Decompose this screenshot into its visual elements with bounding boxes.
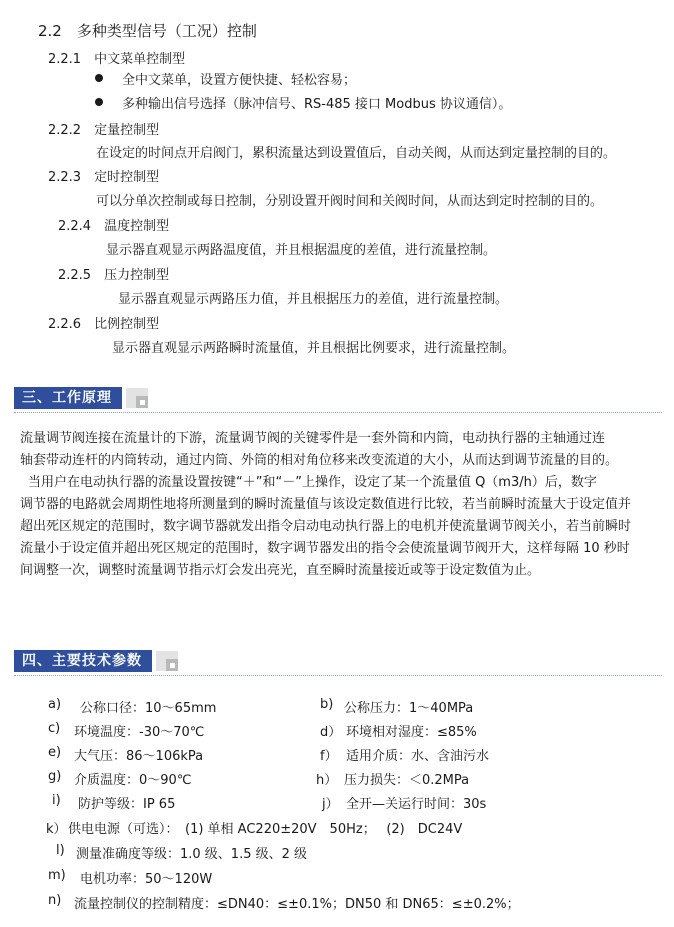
paragraph-line: 调节器的电路就会周期性地将所测量到的瞬时流量值与该设定数值进行比较，若当前瞬时流量大于设定值并 (20, 497, 632, 512)
param-control-precision: 流量控制仪的控制精度：≤DN40：≤±0.1%；DN50 和 DN65：≤±0.2%； (74, 897, 520, 912)
bullet-icon (95, 98, 103, 106)
corner-decoration-icon (156, 649, 182, 673)
param-tag: j） (322, 797, 339, 812)
section-2-2-4-heading: 2.2.4 温度控制型 (58, 219, 170, 234)
section-2-2-title: 2.2 多种类型信号（工况）控制 (38, 22, 257, 40)
param-nominal-pressure: 公称压力：1～40MPa (344, 701, 474, 716)
section-2-2-5-heading: 2.2.5 压力控制型 (58, 268, 170, 283)
section-divider (14, 412, 662, 414)
paragraph-line: 轴套带动连杆的内筒转动，通过内筒、外筒的相对角位移来改变流道的大小，从而达到调节流量的目的。 (20, 453, 619, 468)
section-2-2-3-heading: 2.2.3 定时控制型 (48, 170, 160, 185)
bullet-item: 多种输出信号选择（脉冲信号、RS-485 接口 Modbus 协议通信）。 (122, 97, 512, 112)
param-tag: h） (316, 773, 338, 788)
bullet-icon (95, 74, 103, 82)
corner-decoration-icon (126, 386, 152, 410)
param-tag: a) (48, 697, 62, 712)
param-medium: 适用介质：水、含油污水 (346, 749, 490, 764)
param-nominal-diameter: 公称口径：10～65mm (80, 701, 217, 716)
section-3-body (20, 428, 654, 582)
section-3-title: 三、工作原理 (14, 387, 122, 409)
section-2-2-1-heading: 2.2.1 中文菜单控制型 (48, 52, 186, 67)
section-2-2-5-text: 显示器直观显示两路压力值，并且根据压力的差值，进行流量控制。 (118, 292, 509, 307)
param-motor-power: 电机功率：50～120W (80, 872, 213, 887)
param-tag: e) (48, 745, 62, 760)
param-tag: f） (320, 749, 338, 764)
param-ambient-temperature: 环境温度：-30～70℃ (74, 725, 205, 740)
bullet-item: 全中文菜单，设置方便快捷、轻松容易； (122, 73, 357, 88)
param-accuracy-class: 测量准确度等级：1.0 级、1.5 级、2 级 (76, 847, 308, 862)
section-4-title: 四、主要技术参数 (14, 650, 152, 672)
section-2-2-4-text: 显示器直观显示两路温度值，并且根据温度的差值，进行流量控制。 (106, 243, 497, 258)
param-tag: d） (320, 725, 342, 740)
section-4-banner (14, 649, 182, 673)
paragraph-line: 超出死区规定的范围时，数字调节器就发出指令启动电动执行器上的电机并使流量调节阀关小，若当前瞬时 (20, 519, 632, 534)
param-power-supply: 供电电源（可选）： (1) 单相 AC220±20V 50Hz； (2) DC24V (68, 822, 463, 837)
section-2-2-6-heading: 2.2.6 比例控制型 (48, 317, 160, 332)
paragraph-line: 流量小于设定值并超出死区规定的范围时，数字调节器发出的指令会使流量调节阀开大，这样每隔 10 秒时 (20, 541, 630, 556)
param-tag: i) (52, 793, 61, 808)
paragraph-line: 流量调节阀连接在流量计的下游，流量调节阀的关键零件是一套外筒和内筒，电动执行器的主轴通过连 (20, 431, 606, 446)
param-protection-grade: 防护等级：IP 65 (78, 797, 176, 812)
section-3-banner (14, 386, 152, 410)
param-medium-temperature: 介质温度：0～90℃ (74, 773, 192, 788)
section-2-2-3-text: 可以分单次控制或每日控制，分别设置开阀时间和关阀时间，从而达到定时控制的目的。 (96, 194, 604, 209)
section-divider (14, 675, 662, 677)
param-atmospheric-pressure: 大气压：86～106kPa (74, 749, 204, 764)
section-2-2-2-heading: 2.2.2 定量控制型 (48, 123, 160, 138)
param-open-close-time: 全开—关运行时间：30s (346, 797, 487, 812)
param-tag: g) (48, 769, 62, 784)
param-tag: k） (46, 822, 67, 837)
param-relative-humidity: 环境相对湿度：≤85% (346, 725, 477, 740)
param-tag: b) (320, 697, 334, 712)
param-tag: m) (48, 868, 66, 883)
section-2-2-6-text: 显示器直观显示两路瞬时流量值，并且根据比例要求，进行流量控制。 (112, 341, 516, 356)
param-tag: c) (48, 721, 61, 736)
section-2-2-2-text: 在设定的时间点开启阀门，累积流量达到设置值后，自动关阀，从而达到定量控制的目的。 (96, 146, 617, 161)
param-tag: l) (56, 843, 65, 858)
paragraph-line: 间调整一次，调整时流量调节指示灯会发出亮光，直至瞬时流量接近或等于设定数值为止。 (20, 563, 541, 578)
paragraph-line: 当用户在电动执行器的流量设置按键“＋”和“－”上操作，设定了某一个流量值 Q（m3/h）后，数字 (28, 475, 597, 490)
param-tag: n) (48, 893, 62, 908)
param-pressure-loss: 压力损失：＜0.2MPa (344, 773, 470, 788)
